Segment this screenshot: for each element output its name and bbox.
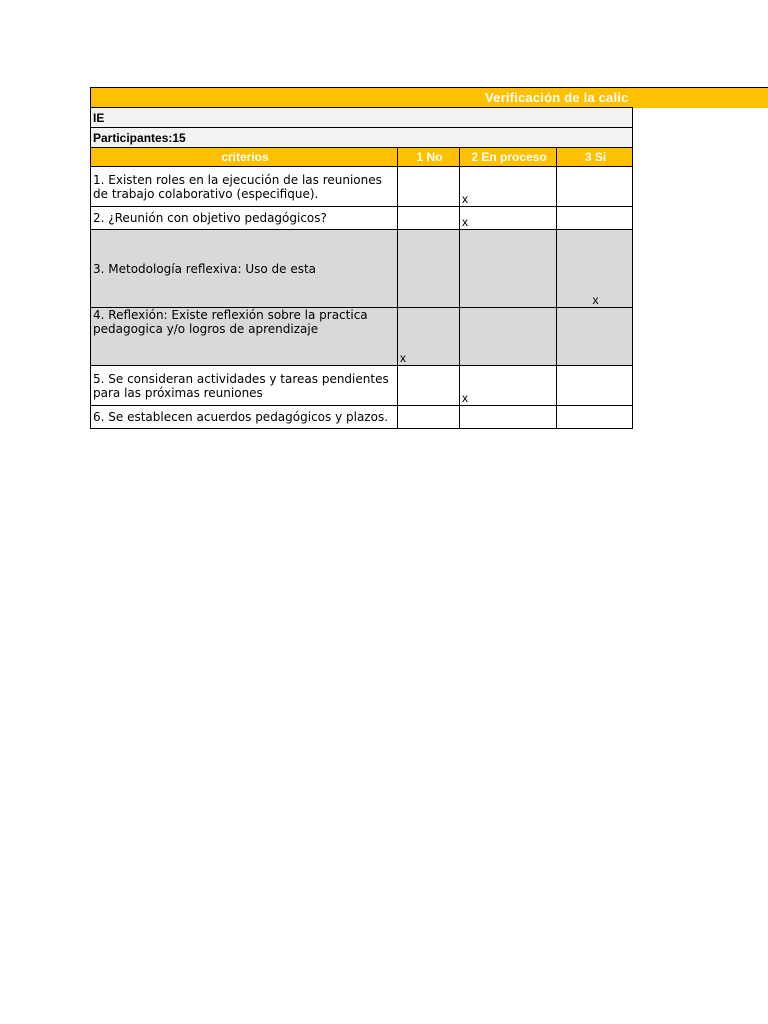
- sheet-title-bar: [90, 87, 768, 108]
- en-proceso-cell[interactable]: [460, 230, 557, 308]
- en-proceso-cell[interactable]: [460, 308, 557, 366]
- no-cell[interactable]: [398, 406, 460, 429]
- en-proceso-cell[interactable]: x: [460, 207, 557, 230]
- criterion-cell[interactable]: 5. Se consideran actividades y tareas pendientes para las próximas reuniones: [91, 366, 398, 406]
- criterion-cell[interactable]: 3. Metodología reflexiva: Uso de esta: [91, 230, 398, 308]
- table-row: [91, 230, 633, 308]
- si-cell[interactable]: [557, 366, 633, 406]
- table-row: [91, 167, 633, 207]
- en-proceso-cell[interactable]: [460, 406, 557, 429]
- no-cell[interactable]: [398, 230, 460, 308]
- header-no[interactable]: 1 No: [398, 148, 460, 167]
- no-cell[interactable]: [398, 366, 460, 406]
- header-row: [91, 148, 633, 167]
- criterion-cell[interactable]: 4. Reflexión: Existe reflexión sobre la practica pedagogica y/o logros de aprendizaje: [91, 308, 398, 366]
- si-cell[interactable]: [557, 406, 633, 429]
- table-row: [91, 406, 633, 429]
- verification-table: [90, 107, 633, 429]
- table-row: [91, 308, 633, 366]
- criterion-cell[interactable]: 1. Existen roles en la ejecución de las reuniones de trabajo colaborativo (especifique).: [91, 167, 398, 207]
- no-cell[interactable]: x: [398, 308, 460, 366]
- header-criterios[interactable]: criterios: [91, 148, 398, 167]
- si-cell[interactable]: [557, 308, 633, 366]
- criterion-cell[interactable]: 2. ¿Reunión con objetivo pedagógicos?: [91, 207, 398, 230]
- participants-row: [91, 128, 633, 148]
- institution-row: [91, 108, 633, 128]
- institution-label[interactable]: IE: [91, 108, 633, 128]
- header-si[interactable]: 3 Si: [557, 148, 633, 167]
- no-cell[interactable]: [398, 167, 460, 207]
- si-cell[interactable]: [557, 207, 633, 230]
- header-en-proceso[interactable]: 2 En proceso: [460, 148, 557, 167]
- table-row: [91, 207, 633, 230]
- sheet-title: Verificación de la calic: [485, 90, 629, 105]
- en-proceso-cell[interactable]: x: [460, 366, 557, 406]
- title-left-border: [90, 88, 91, 108]
- criterion-cell[interactable]: 6. Se establecen acuerdos pedagógicos y plazos.: [91, 406, 398, 429]
- table-row: [91, 366, 633, 406]
- no-cell[interactable]: [398, 207, 460, 230]
- si-cell[interactable]: [557, 167, 633, 207]
- en-proceso-cell[interactable]: x: [460, 167, 557, 207]
- si-cell[interactable]: x: [557, 230, 633, 308]
- participants-label[interactable]: Participantes:15: [91, 128, 633, 148]
